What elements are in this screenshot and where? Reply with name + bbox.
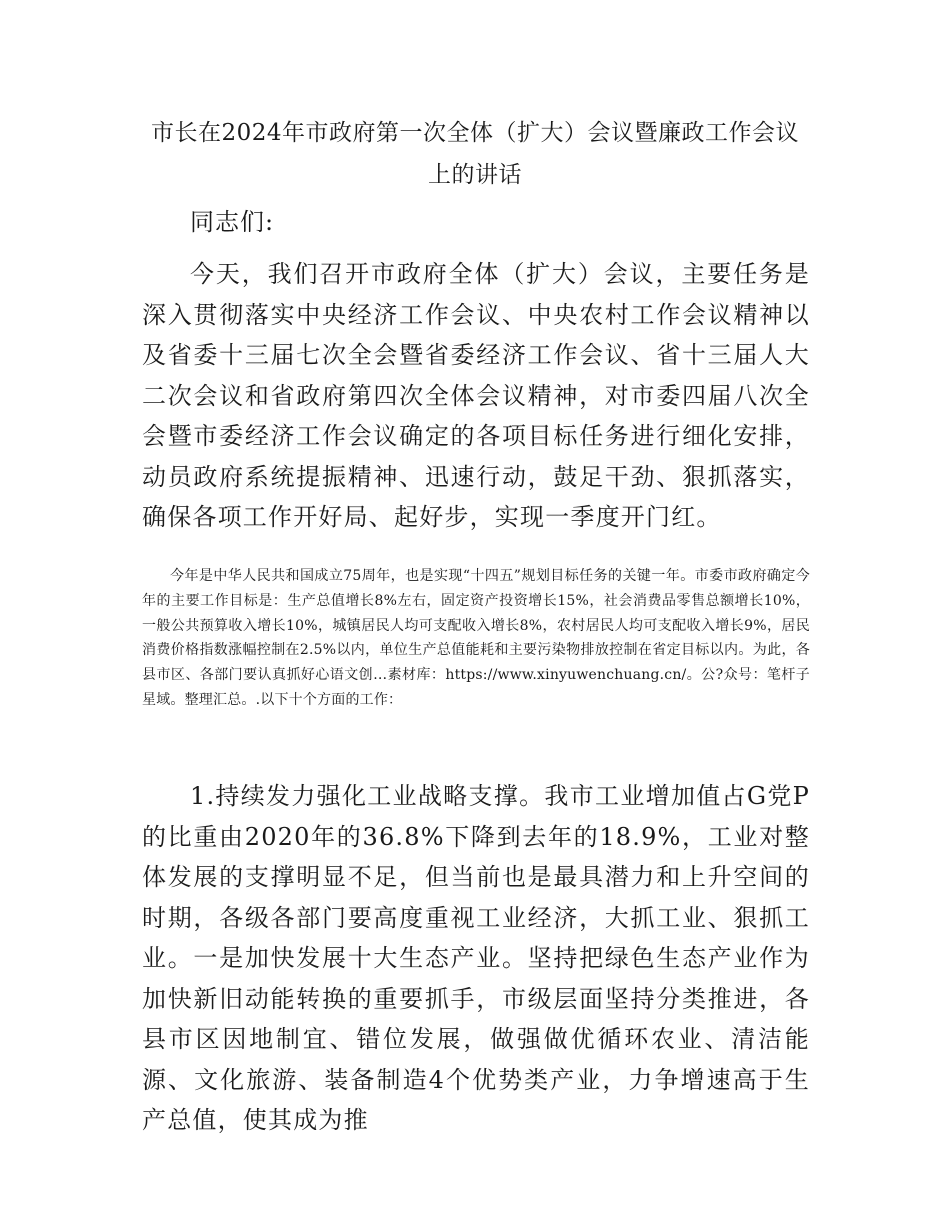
body-paragraph-goals: 今年是中华人民共和国成立75周年，也是实现“十四五”规划目标任务的关键一年。市委市政府确定今年的主要工作目标是：生产总值增长8%左右，固定资产投资增长15%，社会消费品零售总额增长10%，一般公共预算收入增长10%，城镇居民人均可支配收入增长8%，农村居民人均可支配收入增长9%，居民消费价格指数涨幅控制在2.5%以内，单位生产总值能耗和主要污染物排放控制在省定目标以内。为此，各县市区、各部门要认真抓好心语文创…素材库：https://www.xinyuwenchuang.cn/。公?众号：笔杆子星域。整理汇总。.以下十个方面的工作： [142,568,810,708]
body-paragraph-intro: 今天，我们召开市政府全体（扩大）会议，主要任务是深入贯彻落实中央经济工作会议、中央农村工作会议精神以及省委十三届七次全会暨省委经济工作会议、省十三届人大二次会议和省政府第四次全体会议精神，对市委四届八次全会暨市委经济工作会议确定的各项目标任务进行细化安排，动员政府系统提振精神、迅速行动，鼓足干劲、狠抓落实，确保各项工作开好局、起好步，实现一季度开门红。 [142,260,810,531]
body-paragraph-industry: 1.持续发力强化工业战略支撑。我市工业增加值占G党P的比重由2020年的36.8%下降到去年的18.9%，工业对整体发展的支撑明显不足，但当前也是最具潜力和上升空间的时期，各级各部门要高度重视工业经济，大抓工业、狠抓工业。一是加快发展十大生态产业。坚持把绿色生态产业作为加快新旧动能转换的重要抓手，市级层面坚持分类推进，各县市区因地制宜、错位发展，做强做优循环农业、清洁能源、文化旅游、装备制造4个优势类产业，力争增速高于生产总值，使其成为推 [142,782,810,1134]
salutation: 同志们: [190,208,275,236]
document-title: 市长在2024年市政府第一次全体（扩大）会议暨廉政工作会议上的讲话 [150,120,800,188]
